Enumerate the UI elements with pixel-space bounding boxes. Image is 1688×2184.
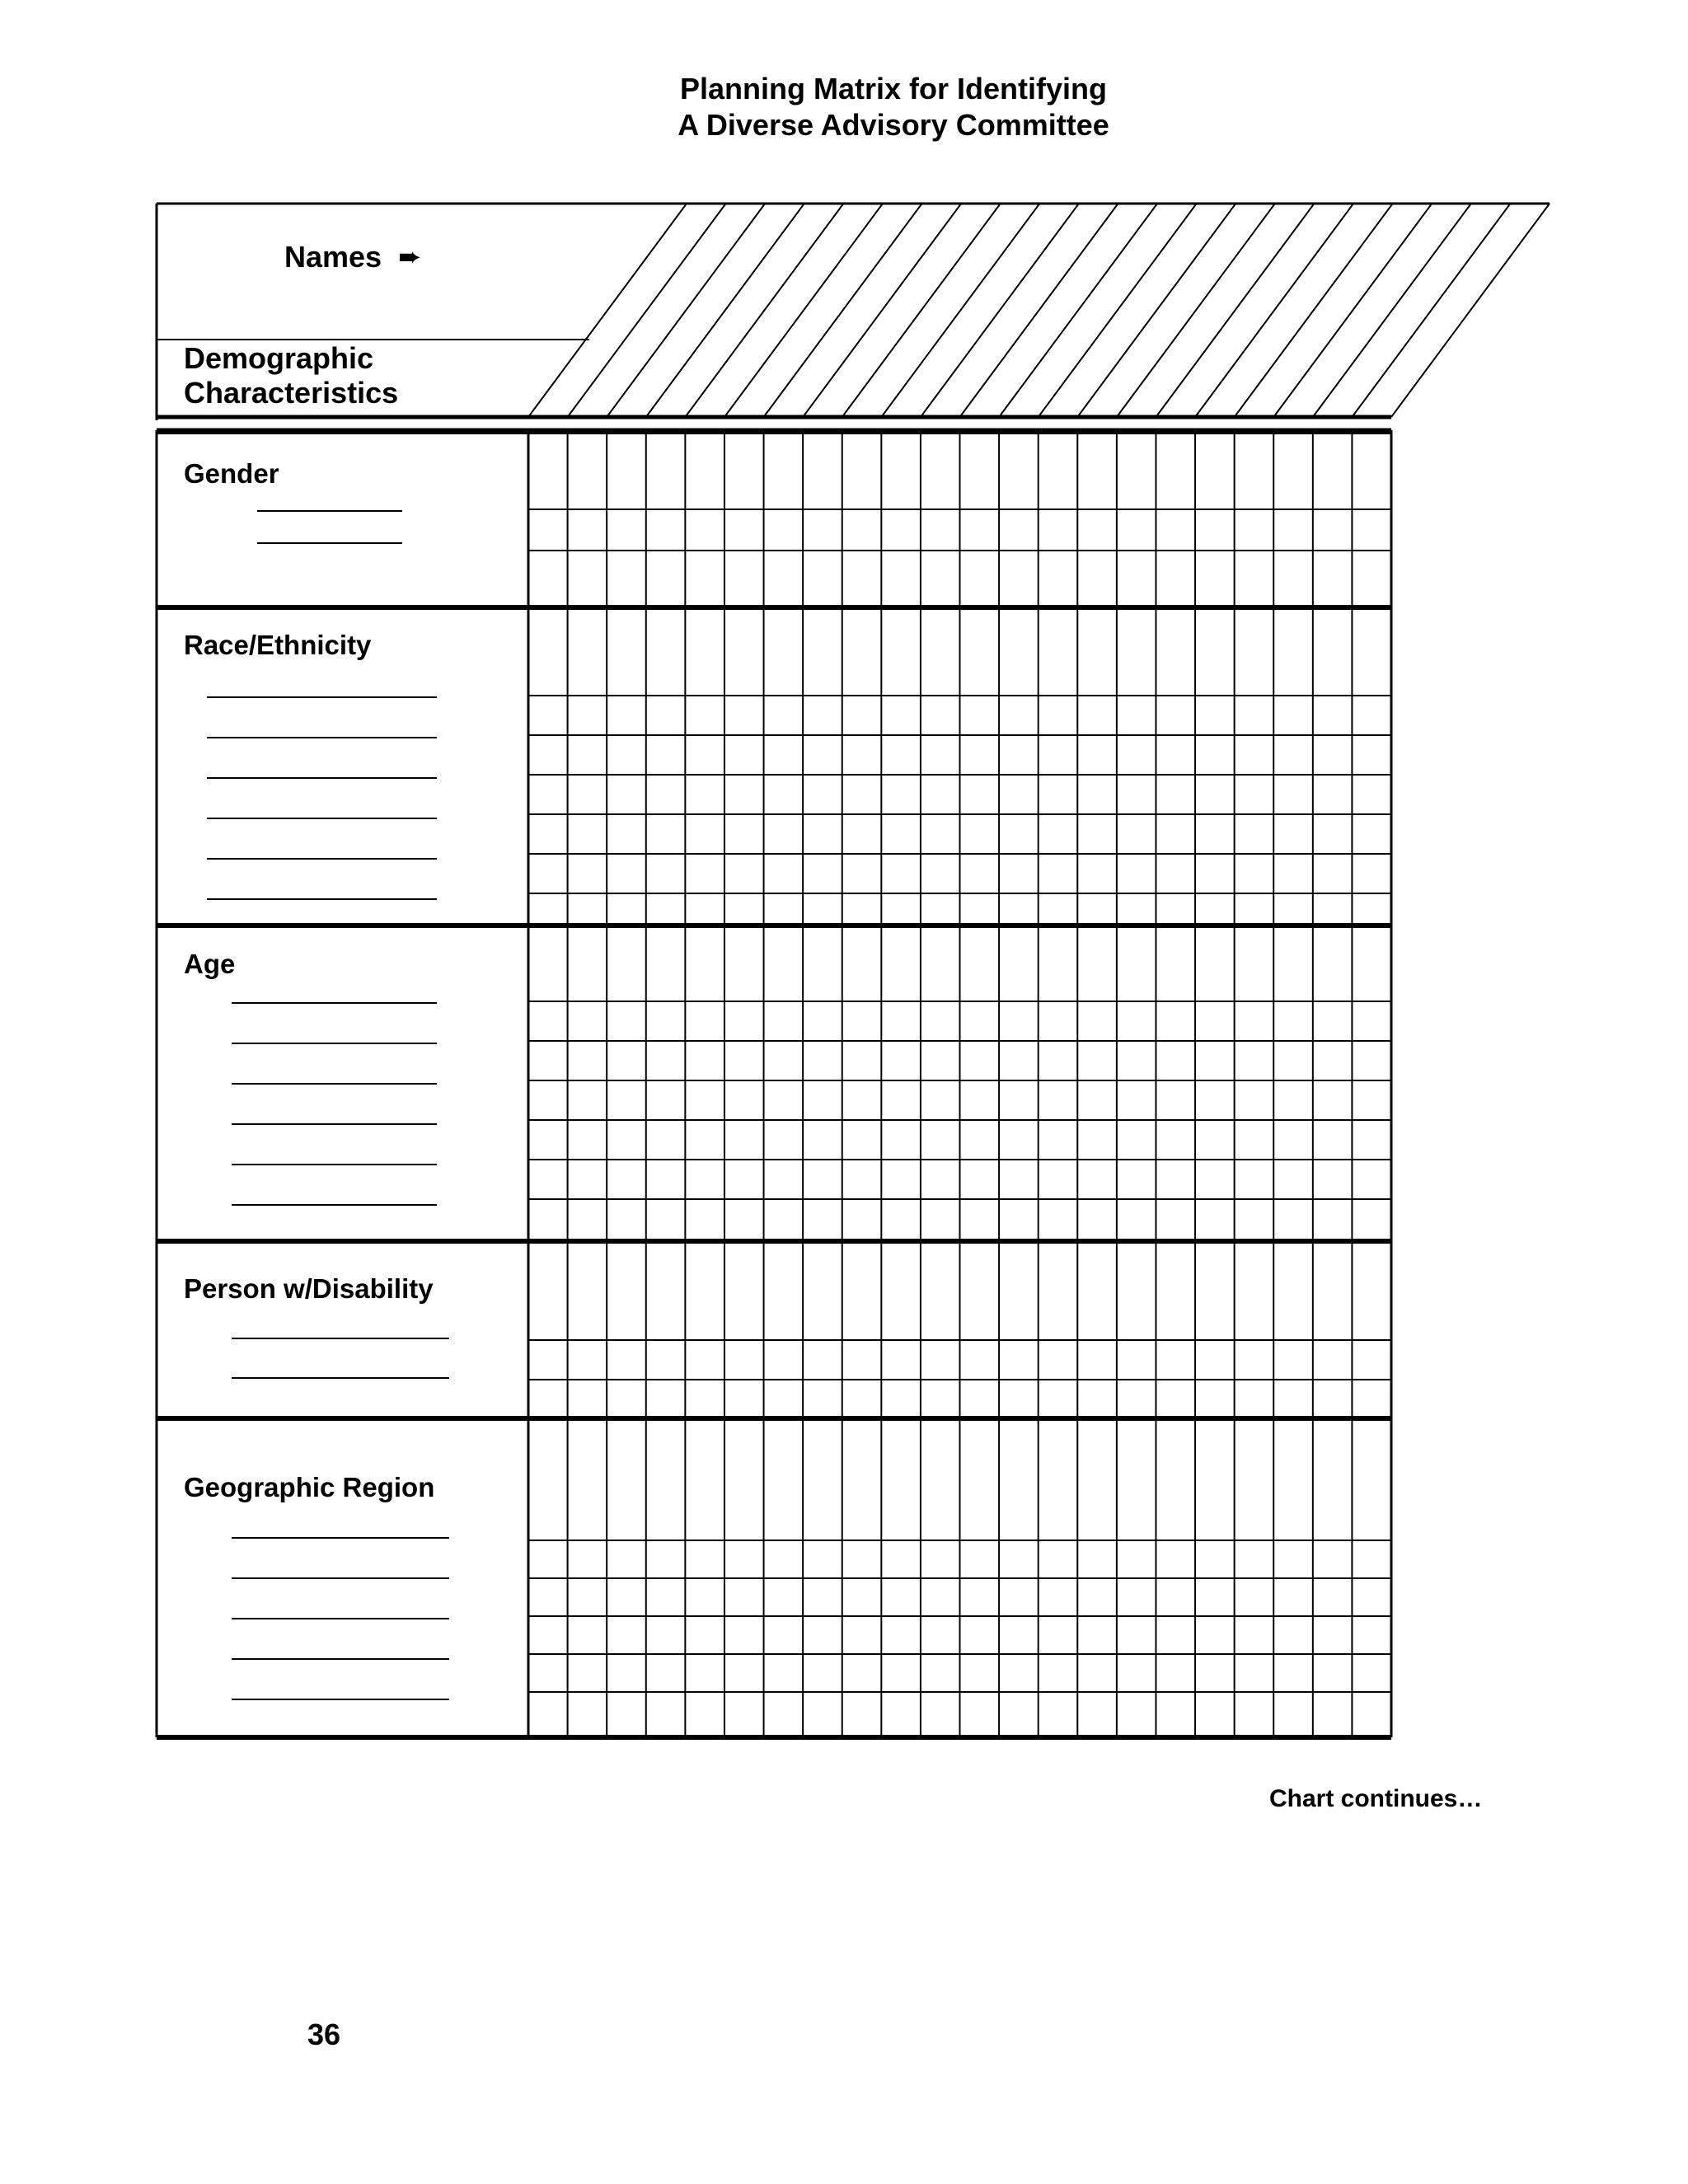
page-number: 36 — [307, 2018, 341, 2051]
name-column-diagonal — [1313, 204, 1471, 417]
write-in-lines — [207, 511, 449, 1699]
name-column-diagonal — [646, 204, 804, 417]
name-column-diagonal — [1077, 204, 1236, 417]
name-column-diagonal — [999, 204, 1157, 417]
name-column-diagonal — [1235, 204, 1393, 417]
name-column-diagonal — [528, 204, 687, 417]
section-label-person-w-disability: Person w/Disability — [184, 1273, 434, 1304]
section-label-gender: Gender — [184, 458, 279, 489]
section-label-race-ethnicity: Race/Ethnicity — [184, 630, 372, 660]
section-label-age: Age — [184, 949, 236, 979]
name-column-diagonal — [1156, 204, 1314, 417]
name-column-diagonal — [607, 204, 765, 417]
name-column-diagonal — [842, 204, 1001, 417]
demographic-characteristics-header — [184, 341, 398, 410]
name-column-diagonal — [1039, 204, 1197, 417]
demographic-line-2: Characteristics — [184, 376, 399, 410]
name-column-diagonal — [1391, 204, 1550, 417]
name-column-diagonal — [960, 204, 1118, 417]
title-line-1: Planning Matrix for Identifying — [679, 72, 1107, 105]
chart-continues-note: Chart continues… — [1269, 1785, 1483, 1812]
name-column-diagonal — [1117, 204, 1275, 417]
name-column-diagonal — [1195, 204, 1353, 417]
section-label-geographic-region: Geographic Region — [184, 1472, 435, 1502]
name-column-diagonal — [764, 204, 922, 417]
name-column-diagonal — [685, 204, 843, 417]
title-line-2: A Diverse Advisory Committee — [678, 108, 1109, 142]
name-column-diagonal — [724, 204, 883, 417]
name-column-diagonal — [1273, 204, 1432, 417]
names-header-label: Names — [284, 240, 382, 274]
name-column-diagonal — [921, 204, 1079, 417]
demographic-line-1: Demographic — [184, 341, 374, 375]
name-column-diagonal — [803, 204, 961, 417]
right-arrow-icon: ➨ — [398, 241, 422, 273]
name-column-diagonal — [568, 204, 726, 417]
name-column-diagonal — [881, 204, 1039, 417]
name-column-diagonal — [1352, 204, 1510, 417]
